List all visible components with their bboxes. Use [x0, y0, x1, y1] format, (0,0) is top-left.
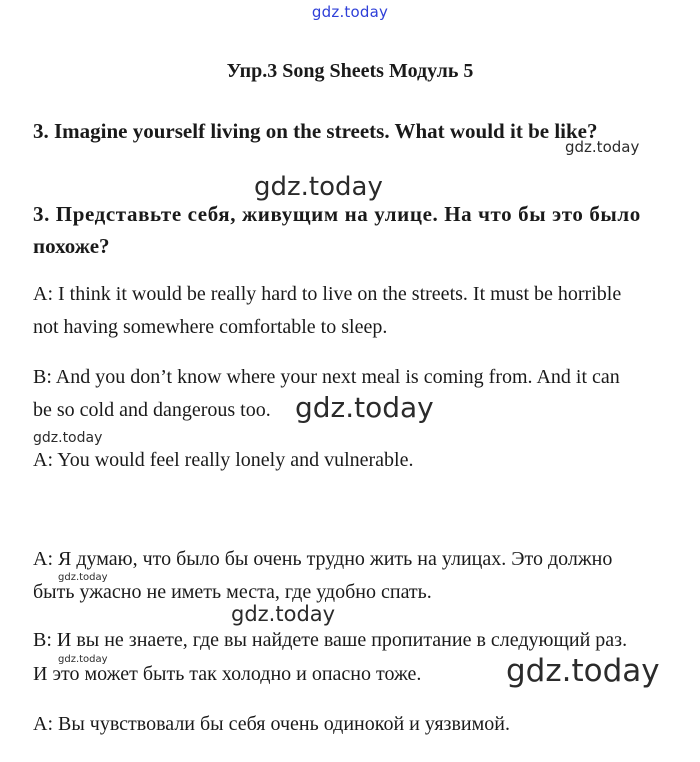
- watermark: gdz.today: [254, 172, 383, 202]
- watermark: gdz.today: [565, 138, 640, 156]
- dialogue-en-b1-line-1: B: And you don’t know where your next meal is coming from. And it can: [33, 366, 620, 388]
- watermark: gdz.today: [33, 430, 103, 446]
- watermark: gdz.today: [58, 572, 108, 583]
- question-en: 3. Imagine yourself living on the streets. What would it be like?: [33, 119, 598, 143]
- dialogue-en-b1-line-2: be so cold and dangerous too.: [33, 399, 271, 421]
- dialogue-en-a1-line-1: A: I think it would be really hard to live on the streets. It must be horrible: [33, 283, 622, 305]
- dialogue-en-a1-line-2: not having somewhere comfortable to sleep.: [33, 316, 388, 338]
- dialogue-ru-b1-line-2: И это может быть так холодно и опасно тоже.: [33, 663, 422, 685]
- dialogue-ru-a1-line-1: А: Я думаю, что было бы очень трудно жить на улицах. Это должно: [33, 548, 613, 570]
- dialogue-en-a2: A: You would feel really lonely and vulnerable.: [33, 449, 414, 471]
- page-title: Упр.3 Song Sheets Модуль 5: [226, 60, 474, 82]
- watermark: gdz.today: [58, 654, 108, 665]
- watermark: gdz.today: [506, 653, 660, 689]
- dialogue-ru-a2: А: Вы чувствовали бы себя очень одинокой и уязвимой.: [33, 713, 510, 735]
- watermark-top[interactable]: gdz.today: [311, 3, 389, 21]
- dialogue-ru-a1-line-2: быть ужасно не иметь места, где удобно спать.: [33, 581, 432, 603]
- question-ru-line-2: похоже?: [33, 234, 110, 258]
- watermark: gdz.today: [295, 391, 434, 424]
- question-ru-line-1: 3. Представьте себя, живущим на улице. На что бы это было: [33, 202, 641, 226]
- dialogue-ru-b1-line-1: В: И вы не знаете, где вы найдете ваше пропитание в следующий раз.: [33, 629, 628, 651]
- watermark: gdz.today: [231, 602, 336, 626]
